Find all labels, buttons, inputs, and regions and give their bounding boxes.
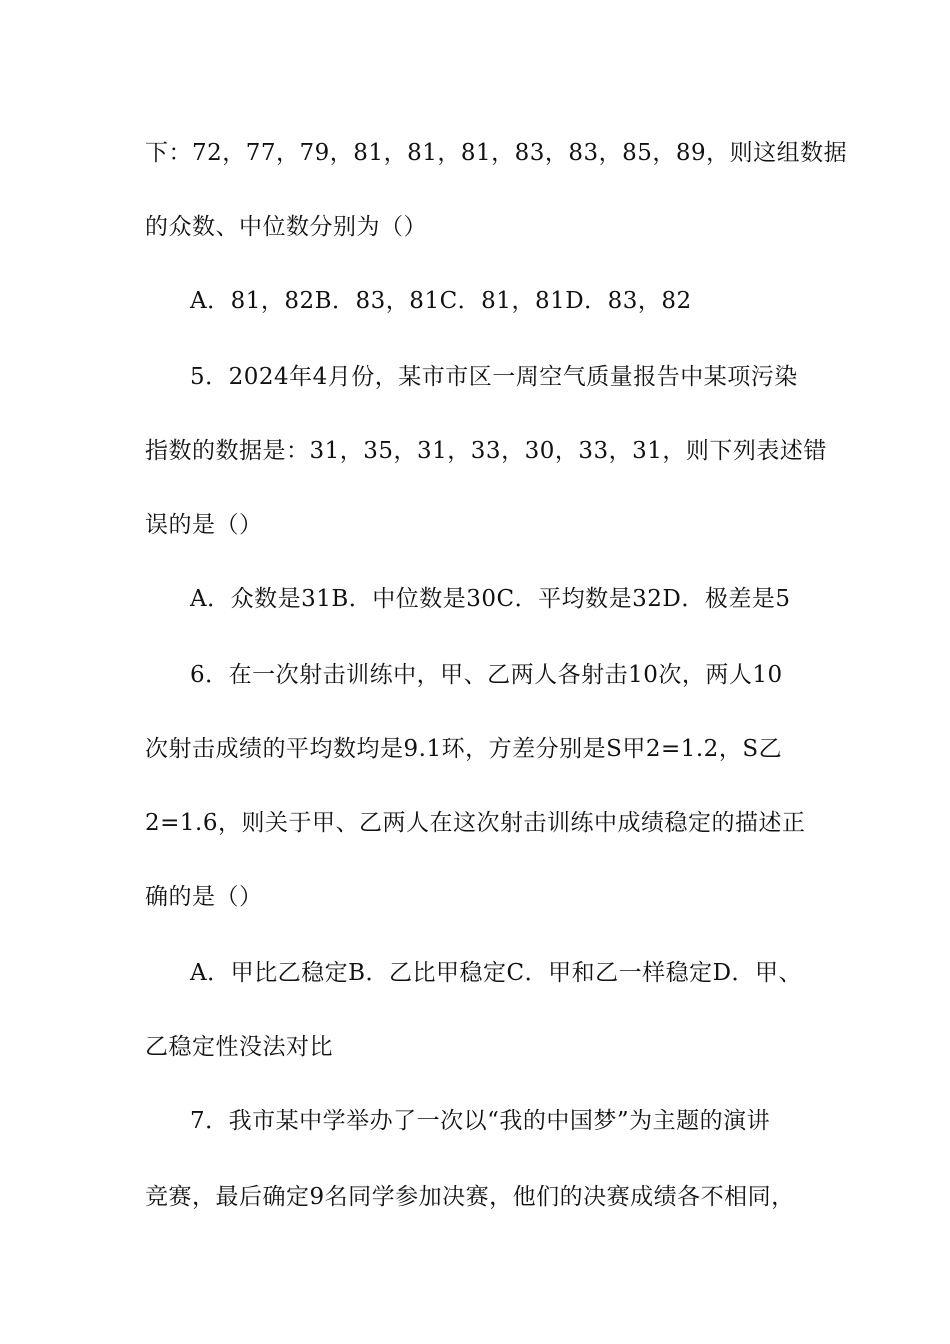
text-line-q5-question: 误的是（） xyxy=(145,512,263,538)
text-line-q6-question: 确的是（） xyxy=(145,884,263,910)
text-line-q5-options: A．众数是31B．中位数是30C．平均数是32D．极差是5 xyxy=(190,586,791,612)
text-line-q6-continued: 2=1.6，则关于甲、乙两人在这次射击训练中成绩稳定的描述正 xyxy=(145,810,806,836)
text-line-q4-data: 下：72，77，79，81，81，81，83，83，85，89，则这组数据 xyxy=(145,140,848,166)
text-line-q5-stem: 5．2024年4月份，某市市区一周空气质量报告中某项污染 xyxy=(190,364,798,390)
text-line-q4-question: 的众数、中位数分别为（） xyxy=(145,214,427,240)
text-line-q5-data: 指数的数据是：31，35，31，33，30，33，31，则下列表述错 xyxy=(145,438,827,464)
text-line-q6-options: A．甲比乙稳定B．乙比甲稳定C．甲和乙一样稳定D．甲、 xyxy=(190,960,803,986)
text-line-q7-continued: 竞赛，最后确定9名同学参加决赛，他们的决赛成绩各不相同， xyxy=(145,1184,795,1210)
text-line-q6-stem: 6．在一次射击训练中，甲、乙两人各射击10次，两人10 xyxy=(190,662,783,688)
text-line-q6-data: 次射击成绩的平均数均是9.1环，方差分别是S甲2=1.2，S乙 xyxy=(145,736,783,762)
text-line-q4-options: A．81，82B．83，81C．81，81D．83，82 xyxy=(190,288,692,314)
text-line-q6-options-continued: 乙稳定性没法对比 xyxy=(145,1034,333,1060)
text-line-q7-stem: 7．我市某中学举办了一次以“我的中国梦”为主题的演讲 xyxy=(190,1108,771,1134)
